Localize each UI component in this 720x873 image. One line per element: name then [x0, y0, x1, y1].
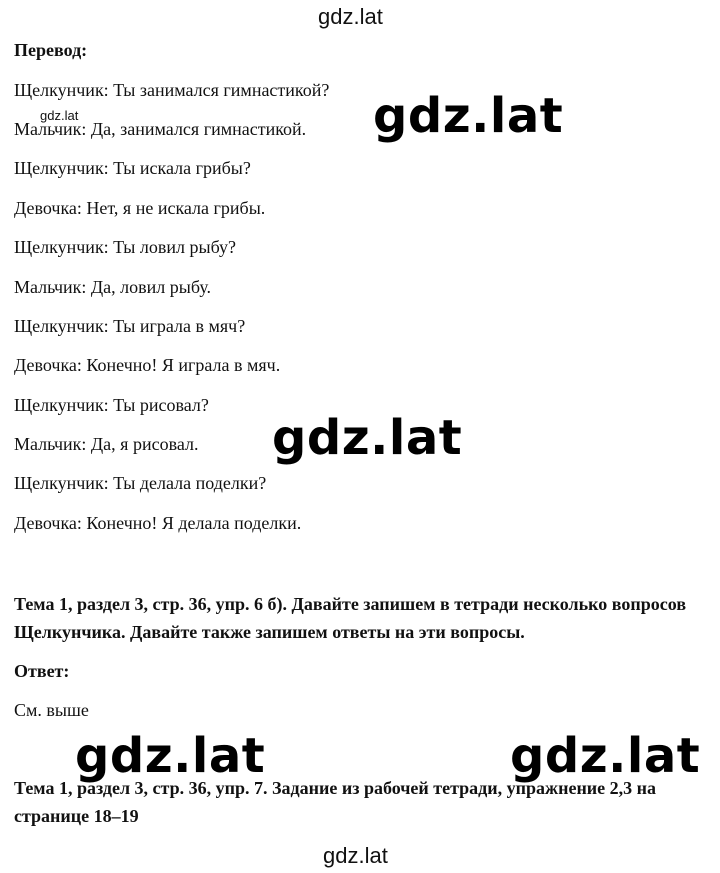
dialogue-line: Щелкунчик: Ты занимался гимнастикой?: [14, 80, 330, 100]
dialogue-line: Девочка: Конечно! Я играла в мяч.: [14, 355, 281, 375]
dialogue-line: Девочка: Нет, я не искала грибы.: [14, 198, 266, 218]
watermark-top: gdz.lat: [318, 4, 383, 29]
watermark-tiny: gdz.lat: [40, 108, 79, 123]
watermark-bottom: gdz.lat: [323, 843, 388, 868]
dialogue-line: Мальчик: Да, занимался гимнастикой.: [14, 119, 307, 139]
dialogue-line: Щелкунчик: Ты рисовал?: [14, 395, 209, 415]
translation-heading: Перевод:: [14, 40, 88, 60]
dialogue-line: Щелкунчик: Ты ловил рыбу?: [14, 237, 237, 257]
answer-heading: Ответ:: [14, 661, 70, 681]
task-6b: Тема 1, раздел 3, стр. 36, упр. 6 б). Давайте запишем в тетради несколько вопросов Щелкунчика. Давайте также запишем ответы на эти вопросы.: [14, 594, 687, 642]
watermark-big: gdz.lat: [75, 728, 266, 784]
dialogue-line: Щелкунчик: Ты делала поделки?: [14, 473, 267, 493]
dialogue-line: Щелкунчик: Ты искала грибы?: [14, 158, 251, 178]
dialogue-line: Девочка: Конечно! Я делала поделки.: [14, 513, 302, 533]
watermark-big: gdz.lat: [272, 410, 463, 466]
dialogue-line: Мальчик: Да, я рисовал.: [14, 434, 199, 454]
watermark-big: gdz.lat: [373, 88, 564, 144]
task-7: Тема 1, раздел 3, стр. 36, упр. 7. Задание из рабочей тетради, упражнение 2,3 на странице 18–19: [14, 778, 657, 826]
dialogue-line: Мальчик: Да, ловил рыбу.: [14, 277, 212, 297]
answer-text: См. выше: [14, 700, 89, 720]
dialogue-line: Щелкунчик: Ты играла в мяч?: [14, 316, 246, 336]
watermark-big: gdz.lat: [510, 728, 701, 784]
